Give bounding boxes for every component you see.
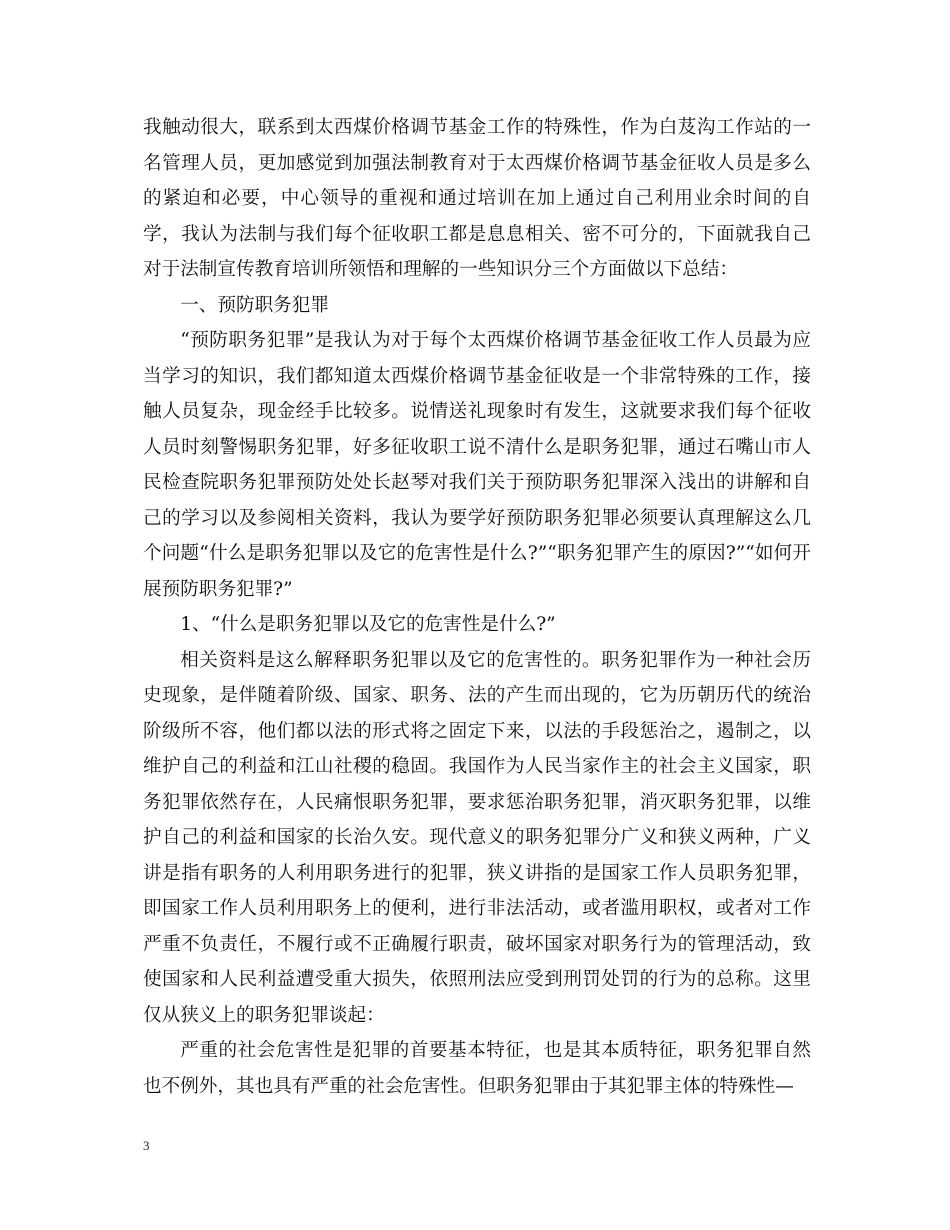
section-heading-1: 一、预防职务犯罪 [180,294,329,316]
paragraph-4: 严重的社会危害性是犯罪的首要基本特征，也是其本质特征，职务犯罪自然也不例外，其也具有严重的社会危害性。但职务犯罪由于其犯罪主体的特殊性— [143,1040,811,1097]
paragraph-1: 我触动很大，联系到太西煤价格调节基金工作的特殊性，作为白芨沟工作站的一名管理人员，更加感觉到加强法制教育对于太西煤价格调节基金征收人员是多么的紧迫和必要，中心领导的重视和通过培训在加上通过自己利用业余时间的自学，我认为法制与我们每个征收职工都是息息相关、密不可分的，下面就我自己对于法制宣传教育培训所领悟和理解的一些知识分三个方面做以下总结： [143,117,811,280]
paragraph-3: 相关资料是这么解释职务犯罪以及它的危害性的。职务犯罪作为一种社会历史现象，是伴随着阶级、国家、职务、法的产生而出现的，它为历朝历代的统治阶级所不容，他们都以法的形式将之固定下来，以法的手段惩治之，遏制之，以维护自己的利益和江山社稷的稳固。我国作为人民当家作主的社会主义国家，职务犯罪依然存在，人民痛恨职务犯罪，要求惩治职务犯罪，消灭职务犯罪，以维护自己的利益和国家的长治久安。现代意义的职务犯罪分广义和狭义两种，广义讲是指有职务的人利用职务进行的犯罪，狭义讲指的是国家工作人员职务犯罪，即国家工作人员利用职务上的便利，进行非法活动，或者滥用职权，或者对工作严重不负责任，不履行或不正确履行职责，破坏国家对职务行为的管理活动，致使国家和人民利益遭受重大损失，依照刑法应受到刑罚处罚的行为的总称。这里仅从狭义上的职务犯罪谈起： [143,649,811,1026]
document-body [143,110,811,1104]
paragraph-2: “预防职务犯罪”是我认为对于每个太西煤价格调节基金征收工作人员最为应当学习的知识，我们都知道太西煤价格调节基金征收是一个非常特殊的工作，接触人员复杂，现金经手比较多。说情送礼现象时有发生，这就要求我们每个征收人员时刻警惕职务犯罪，好多征收职工说不清什么是职务犯罪，通过石嘴山市人民检查院职务犯罪预防处处长赵琴对我们关于预防职务犯罪深入浅出的讲解和自己的学习以及参阅相关资料，我认为要学好预防职务犯罪必须要认真理解这么几个问题“什么是职务犯罪以及它的危害性是什么?”“职务犯罪产生的原因?”“如何开展预防职务犯罪?” [143,330,811,600]
page-number: 3 [143,1138,150,1153]
sub-heading-1: 1、“什么是职务犯罪以及它的危害性是什么?” [180,614,556,635]
